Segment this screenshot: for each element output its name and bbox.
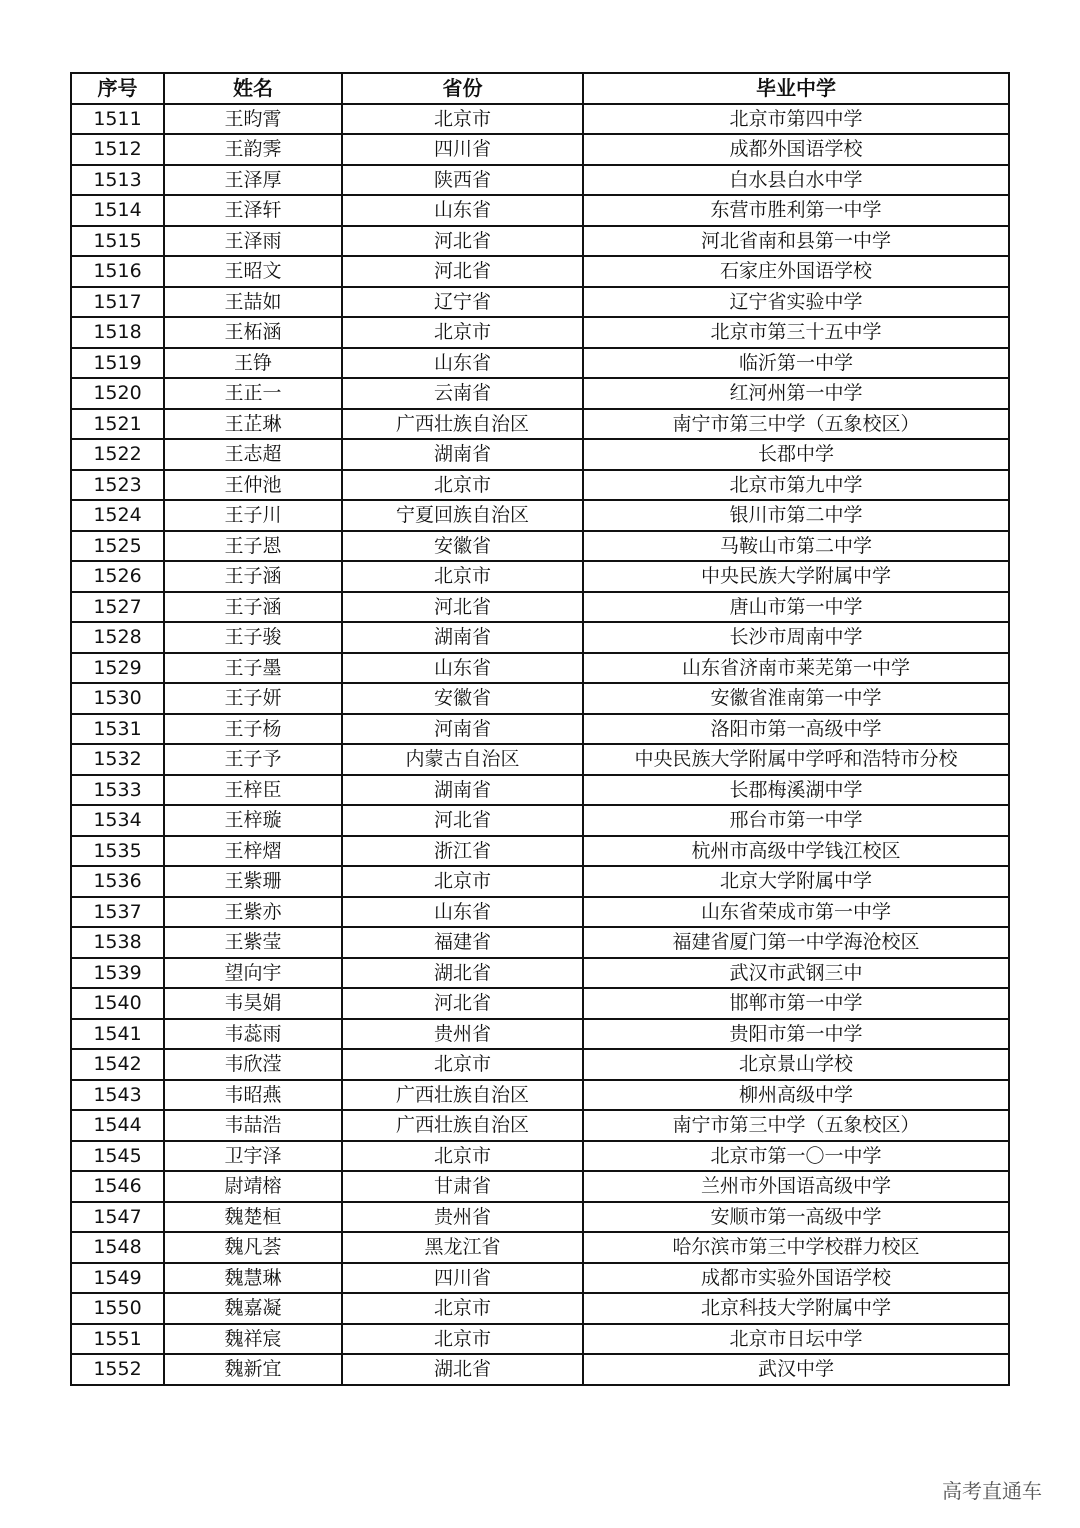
table-row: [71, 378, 1009, 409]
cell-index: 1538: [71, 927, 164, 958]
cell-index: 1518: [71, 317, 164, 348]
table-row: [71, 1354, 1009, 1385]
cell-school: 银川市第二中学: [583, 500, 1009, 531]
cell-province: 广西壮族自治区: [342, 1080, 583, 1111]
cell-school: 河北省南和县第一中学: [583, 226, 1009, 257]
table-row: [71, 134, 1009, 165]
cell-province: 河北省: [342, 988, 583, 1019]
cell-school: 长郡中学: [583, 439, 1009, 470]
cell-province: 山东省: [342, 195, 583, 226]
cell-school: 马鞍山市第二中学: [583, 531, 1009, 562]
cell-index: 1527: [71, 592, 164, 623]
cell-index: 1532: [71, 744, 164, 775]
cell-school: 北京景山学校: [583, 1049, 1009, 1080]
cell-province: 湖北省: [342, 958, 583, 989]
cell-school: 武汉中学: [583, 1354, 1009, 1385]
header-school: 毕业中学: [583, 73, 1009, 104]
cell-province: 湖南省: [342, 622, 583, 653]
table-row: [71, 592, 1009, 623]
cell-index: 1525: [71, 531, 164, 562]
cell-school: 中央民族大学附属中学: [583, 561, 1009, 592]
cell-index: 1519: [71, 348, 164, 379]
table-row: [71, 1080, 1009, 1111]
cell-province: 湖南省: [342, 775, 583, 806]
cell-school: 杭州市高级中学钱江校区: [583, 836, 1009, 867]
table-row: [71, 1293, 1009, 1324]
cell-index: 1537: [71, 897, 164, 928]
cell-index: 1514: [71, 195, 164, 226]
cell-name: 韦喆浩: [164, 1110, 342, 1141]
header-province: 省份: [342, 73, 583, 104]
cell-province: 河北省: [342, 592, 583, 623]
table-row: [71, 744, 1009, 775]
table-row: [71, 1171, 1009, 1202]
cell-index: 1543: [71, 1080, 164, 1111]
table-row: [71, 104, 1009, 135]
cell-name: 王子骏: [164, 622, 342, 653]
cell-province: 山东省: [342, 348, 583, 379]
cell-index: 1548: [71, 1232, 164, 1263]
cell-index: 1513: [71, 165, 164, 196]
cell-name: 王仲池: [164, 470, 342, 501]
cell-school: 洛阳市第一高级中学: [583, 714, 1009, 745]
cell-name: 韦昊娟: [164, 988, 342, 1019]
cell-name: 王柘涵: [164, 317, 342, 348]
cell-school: 山东省济南市莱芜第一中学: [583, 653, 1009, 684]
cell-index: 1536: [71, 866, 164, 897]
table-row: [71, 500, 1009, 531]
cell-school: 北京市第九中学: [583, 470, 1009, 501]
cell-name: 王梓熠: [164, 836, 342, 867]
cell-school: 东营市胜利第一中学: [583, 195, 1009, 226]
table-row: [71, 958, 1009, 989]
table-row: [71, 1019, 1009, 1050]
table-row: [71, 897, 1009, 928]
cell-name: 王志超: [164, 439, 342, 470]
cell-province: 安徽省: [342, 683, 583, 714]
table-row: [71, 1110, 1009, 1141]
cell-index: 1541: [71, 1019, 164, 1050]
cell-name: 王子川: [164, 500, 342, 531]
cell-province: 黑龙江省: [342, 1232, 583, 1263]
table-row: [71, 927, 1009, 958]
cell-name: 王韵霁: [164, 134, 342, 165]
header-index: 序号: [71, 73, 164, 104]
cell-name: 王喆如: [164, 287, 342, 318]
cell-name: 王铮: [164, 348, 342, 379]
cell-index: 1524: [71, 500, 164, 531]
table-row: [71, 775, 1009, 806]
cell-province: 河北省: [342, 226, 583, 257]
cell-name: 韦昭燕: [164, 1080, 342, 1111]
table-row: [71, 622, 1009, 653]
cell-index: 1547: [71, 1202, 164, 1233]
cell-school: 北京大学附属中学: [583, 866, 1009, 897]
table-row: [71, 439, 1009, 470]
cell-index: 1533: [71, 775, 164, 806]
cell-name: 魏凡荟: [164, 1232, 342, 1263]
cell-province: 湖北省: [342, 1354, 583, 1385]
cell-index: 1517: [71, 287, 164, 318]
cell-index: 1542: [71, 1049, 164, 1080]
cell-school: 唐山市第一中学: [583, 592, 1009, 623]
cell-province: 湖南省: [342, 439, 583, 470]
cell-province: 北京市: [342, 866, 583, 897]
cell-index: 1545: [71, 1141, 164, 1172]
cell-name: 卫宇泽: [164, 1141, 342, 1172]
cell-province: 安徽省: [342, 531, 583, 562]
cell-name: 王紫珊: [164, 866, 342, 897]
cell-province: 福建省: [342, 927, 583, 958]
cell-index: 1544: [71, 1110, 164, 1141]
cell-name: 王正一: [164, 378, 342, 409]
cell-index: 1523: [71, 470, 164, 501]
cell-name: 韦欣滢: [164, 1049, 342, 1080]
cell-province: 贵州省: [342, 1019, 583, 1050]
cell-school: 北京市日坛中学: [583, 1324, 1009, 1355]
cell-index: 1516: [71, 256, 164, 287]
cell-name: 王子墨: [164, 653, 342, 684]
cell-province: 河北省: [342, 256, 583, 287]
cell-school: 武汉市武钢三中: [583, 958, 1009, 989]
cell-name: 王子妍: [164, 683, 342, 714]
cell-name: 王梓璇: [164, 805, 342, 836]
table-row: [71, 805, 1009, 836]
cell-province: 贵州省: [342, 1202, 583, 1233]
cell-province: 北京市: [342, 317, 583, 348]
table-row: [71, 1232, 1009, 1263]
cell-province: 北京市: [342, 561, 583, 592]
cell-index: 1526: [71, 561, 164, 592]
cell-index: 1551: [71, 1324, 164, 1355]
cell-name: 魏新宜: [164, 1354, 342, 1385]
cell-school: 北京市第四中学: [583, 104, 1009, 135]
table-row: [71, 287, 1009, 318]
cell-index: 1529: [71, 653, 164, 684]
cell-index: 1531: [71, 714, 164, 745]
cell-school: 邯郸市第一中学: [583, 988, 1009, 1019]
cell-index: 1520: [71, 378, 164, 409]
cell-index: 1546: [71, 1171, 164, 1202]
table-row: [71, 866, 1009, 897]
table-row: [71, 653, 1009, 684]
cell-school: 临沂第一中学: [583, 348, 1009, 379]
cell-province: 山东省: [342, 653, 583, 684]
cell-name: 韦蕊雨: [164, 1019, 342, 1050]
table-row: [71, 531, 1009, 562]
cell-school: 贵阳市第一中学: [583, 1019, 1009, 1050]
table-row: [71, 1049, 1009, 1080]
table-row: [71, 988, 1009, 1019]
cell-name: 望向宇: [164, 958, 342, 989]
table-header-row: [71, 73, 1009, 104]
cell-school: 北京市第三十五中学: [583, 317, 1009, 348]
cell-school: 北京科技大学附属中学: [583, 1293, 1009, 1324]
cell-name: 魏祥宸: [164, 1324, 342, 1355]
cell-name: 王芷琳: [164, 409, 342, 440]
cell-name: 王子杨: [164, 714, 342, 745]
cell-province: 北京市: [342, 470, 583, 501]
table-row: [71, 836, 1009, 867]
cell-name: 魏嘉凝: [164, 1293, 342, 1324]
cell-province: 宁夏回族自治区: [342, 500, 583, 531]
cell-index: 1515: [71, 226, 164, 257]
cell-school: 邢台市第一中学: [583, 805, 1009, 836]
cell-index: 1540: [71, 988, 164, 1019]
cell-school: 南宁市第三中学（五象校区）: [583, 409, 1009, 440]
table-row: [71, 1202, 1009, 1233]
table-row: [71, 165, 1009, 196]
cell-province: 浙江省: [342, 836, 583, 867]
cell-index: 1521: [71, 409, 164, 440]
table-row: [71, 226, 1009, 257]
cell-school: 北京市第一〇一中学: [583, 1141, 1009, 1172]
table-row: [71, 409, 1009, 440]
cell-school: 白水县白水中学: [583, 165, 1009, 196]
cell-province: 北京市: [342, 1049, 583, 1080]
cell-school: 福建省厦门第一中学海沧校区: [583, 927, 1009, 958]
cell-province: 辽宁省: [342, 287, 583, 318]
cell-index: 1539: [71, 958, 164, 989]
cell-index: 1552: [71, 1354, 164, 1385]
cell-province: 北京市: [342, 1324, 583, 1355]
cell-name: 尉靖榕: [164, 1171, 342, 1202]
cell-province: 山东省: [342, 897, 583, 928]
cell-name: 王子恩: [164, 531, 342, 562]
cell-name: 王子涵: [164, 592, 342, 623]
cell-school: 南宁市第三中学（五象校区）: [583, 1110, 1009, 1141]
cell-school: 长郡梅溪湖中学: [583, 775, 1009, 806]
table-row: [71, 470, 1009, 501]
cell-school: 山东省荣成市第一中学: [583, 897, 1009, 928]
cell-school: 辽宁省实验中学: [583, 287, 1009, 318]
cell-index: 1534: [71, 805, 164, 836]
admission-list-table: [70, 72, 1010, 1386]
cell-school: 石家庄外国语学校: [583, 256, 1009, 287]
watermark: 高考直通车: [942, 1479, 1042, 1503]
cell-school: 红河州第一中学: [583, 378, 1009, 409]
cell-name: 王昀霄: [164, 104, 342, 135]
cell-index: 1511: [71, 104, 164, 135]
table-row: [71, 256, 1009, 287]
cell-school: 安顺市第一高级中学: [583, 1202, 1009, 1233]
table-row: [71, 1324, 1009, 1355]
table-row: [71, 317, 1009, 348]
cell-school: 柳州高级中学: [583, 1080, 1009, 1111]
header-name: 姓名: [164, 73, 342, 104]
cell-province: 四川省: [342, 134, 583, 165]
cell-name: 魏慧琳: [164, 1263, 342, 1294]
cell-index: 1530: [71, 683, 164, 714]
cell-index: 1549: [71, 1263, 164, 1294]
cell-name: 王梓臣: [164, 775, 342, 806]
cell-province: 河北省: [342, 805, 583, 836]
cell-school: 成都市实验外国语学校: [583, 1263, 1009, 1294]
cell-province: 北京市: [342, 1293, 583, 1324]
cell-school: 中央民族大学附属中学呼和浩特市分校: [583, 744, 1009, 775]
table-row: [71, 348, 1009, 379]
table-row: [71, 1263, 1009, 1294]
cell-school: 哈尔滨市第三中学校群力校区: [583, 1232, 1009, 1263]
cell-province: 广西壮族自治区: [342, 1110, 583, 1141]
table-row: [71, 683, 1009, 714]
cell-province: 云南省: [342, 378, 583, 409]
cell-index: 1550: [71, 1293, 164, 1324]
cell-school: 成都外国语学校: [583, 134, 1009, 165]
cell-school: 长沙市周南中学: [583, 622, 1009, 653]
cell-province: 四川省: [342, 1263, 583, 1294]
cell-index: 1535: [71, 836, 164, 867]
cell-province: 北京市: [342, 1141, 583, 1172]
cell-index: 1512: [71, 134, 164, 165]
cell-name: 魏楚桓: [164, 1202, 342, 1233]
table-row: [71, 561, 1009, 592]
cell-name: 王紫亦: [164, 897, 342, 928]
cell-name: 王紫莹: [164, 927, 342, 958]
cell-school: 安徽省淮南第一中学: [583, 683, 1009, 714]
cell-name: 王泽轩: [164, 195, 342, 226]
cell-province: 广西壮族自治区: [342, 409, 583, 440]
cell-index: 1528: [71, 622, 164, 653]
cell-province: 北京市: [342, 104, 583, 135]
cell-name: 王子涵: [164, 561, 342, 592]
cell-index: 1522: [71, 439, 164, 470]
table-row: [71, 195, 1009, 226]
cell-province: 河南省: [342, 714, 583, 745]
cell-name: 王子予: [164, 744, 342, 775]
table-row: [71, 714, 1009, 745]
cell-province: 陕西省: [342, 165, 583, 196]
cell-name: 王昭文: [164, 256, 342, 287]
table-row: [71, 1141, 1009, 1172]
cell-province: 内蒙古自治区: [342, 744, 583, 775]
cell-name: 王泽雨: [164, 226, 342, 257]
cell-name: 王泽厚: [164, 165, 342, 196]
cell-school: 兰州市外国语高级中学: [583, 1171, 1009, 1202]
cell-province: 甘肃省: [342, 1171, 583, 1202]
